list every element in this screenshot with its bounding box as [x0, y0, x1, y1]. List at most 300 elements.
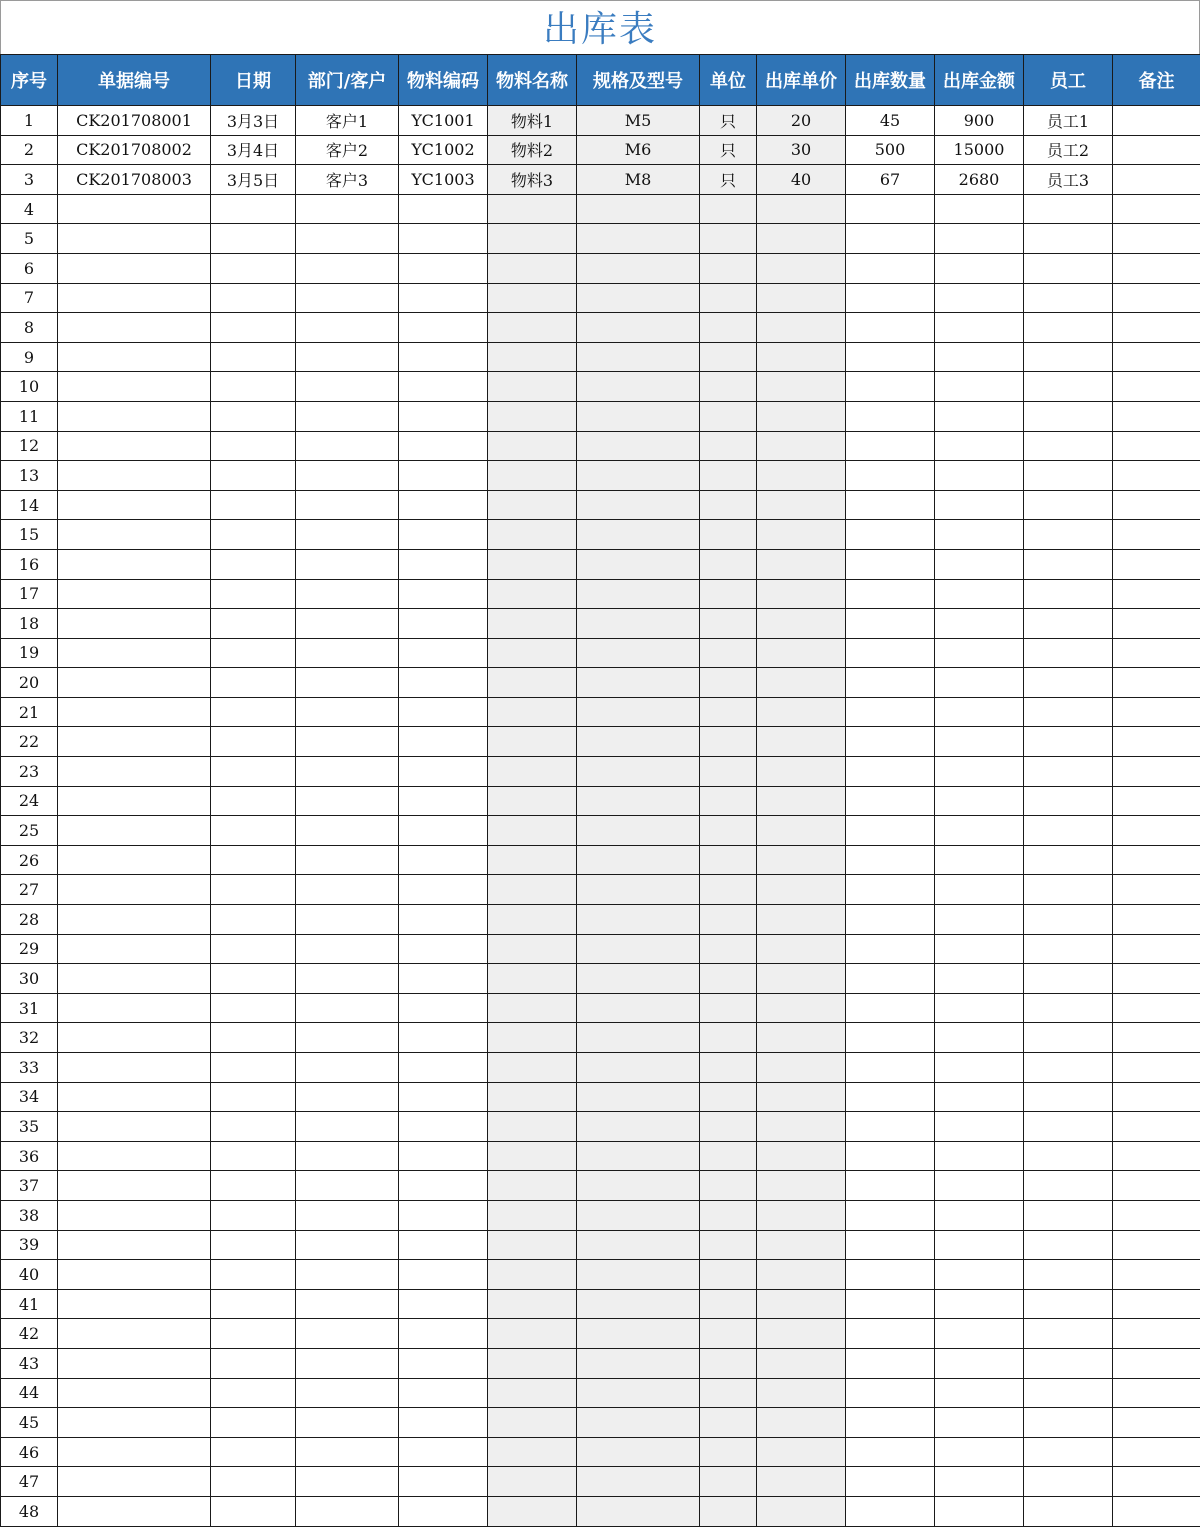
- cell-material-code[interactable]: [399, 283, 488, 313]
- cell-unit-price[interactable]: [757, 816, 846, 846]
- cell-spec-model[interactable]: [577, 757, 700, 787]
- cell-employee[interactable]: [1024, 1053, 1113, 1083]
- cell-quantity[interactable]: [846, 1437, 935, 1467]
- cell-doc-number[interactable]: [58, 1141, 211, 1171]
- cell-quantity[interactable]: [846, 934, 935, 964]
- cell-dept-customer[interactable]: [296, 461, 399, 491]
- cell-date[interactable]: [211, 668, 296, 698]
- cell-date[interactable]: [211, 1378, 296, 1408]
- cell-spec-model[interactable]: [577, 1496, 700, 1526]
- cell-amount[interactable]: [935, 1319, 1024, 1349]
- cell-doc-number[interactable]: [58, 342, 211, 372]
- cell-spec-model[interactable]: [577, 905, 700, 935]
- cell-material-name[interactable]: [488, 313, 577, 343]
- cell-unit[interactable]: [700, 549, 757, 579]
- cell-seq[interactable]: 23: [1, 757, 58, 787]
- cell-amount[interactable]: [935, 1023, 1024, 1053]
- cell-dept-customer[interactable]: [296, 253, 399, 283]
- cell-quantity[interactable]: [846, 1230, 935, 1260]
- cell-unit-price[interactable]: [757, 1408, 846, 1438]
- cell-employee[interactable]: [1024, 816, 1113, 846]
- cell-unit[interactable]: [700, 934, 757, 964]
- cell-unit[interactable]: [700, 1437, 757, 1467]
- cell-material-name[interactable]: [488, 224, 577, 254]
- cell-remark[interactable]: [1113, 875, 1200, 905]
- cell-date[interactable]: [211, 1467, 296, 1497]
- cell-material-name[interactable]: [488, 461, 577, 491]
- cell-spec-model[interactable]: [577, 816, 700, 846]
- cell-seq[interactable]: 35: [1, 1112, 58, 1142]
- column-header-material-name[interactable]: 物料名称: [488, 55, 577, 106]
- cell-doc-number[interactable]: [58, 431, 211, 461]
- cell-remark[interactable]: [1113, 401, 1200, 431]
- cell-doc-number[interactable]: [58, 845, 211, 875]
- cell-material-name[interactable]: 物料2: [488, 135, 577, 165]
- cell-unit[interactable]: [700, 727, 757, 757]
- cell-doc-number[interactable]: [58, 520, 211, 550]
- cell-material-name[interactable]: [488, 905, 577, 935]
- cell-doc-number[interactable]: [58, 638, 211, 668]
- cell-remark[interactable]: [1113, 283, 1200, 313]
- cell-dept-customer[interactable]: [296, 194, 399, 224]
- cell-unit-price[interactable]: [757, 934, 846, 964]
- cell-material-code[interactable]: [399, 1023, 488, 1053]
- cell-unit[interactable]: [700, 372, 757, 402]
- cell-remark[interactable]: [1113, 106, 1200, 136]
- cell-amount[interactable]: [935, 253, 1024, 283]
- cell-employee[interactable]: [1024, 609, 1113, 639]
- cell-date[interactable]: [211, 1171, 296, 1201]
- cell-material-name[interactable]: [488, 816, 577, 846]
- cell-material-name[interactable]: [488, 609, 577, 639]
- cell-unit-price[interactable]: [757, 431, 846, 461]
- cell-employee[interactable]: [1024, 1112, 1113, 1142]
- cell-employee[interactable]: [1024, 342, 1113, 372]
- cell-doc-number[interactable]: CK201708002: [58, 135, 211, 165]
- cell-spec-model[interactable]: [577, 549, 700, 579]
- cell-material-code[interactable]: [399, 1230, 488, 1260]
- cell-quantity[interactable]: [846, 905, 935, 935]
- cell-material-code[interactable]: [399, 313, 488, 343]
- cell-employee[interactable]: [1024, 1171, 1113, 1201]
- cell-material-code[interactable]: YC1001: [399, 106, 488, 136]
- cell-unit[interactable]: [700, 431, 757, 461]
- cell-quantity[interactable]: [846, 816, 935, 846]
- cell-doc-number[interactable]: [58, 1467, 211, 1497]
- cell-dept-customer[interactable]: 客户3: [296, 165, 399, 195]
- cell-spec-model[interactable]: [577, 342, 700, 372]
- cell-material-name[interactable]: [488, 431, 577, 461]
- column-header-dept-customer[interactable]: 部门/客户: [296, 55, 399, 106]
- column-header-quantity[interactable]: 出库数量: [846, 55, 935, 106]
- cell-material-name[interactable]: [488, 1023, 577, 1053]
- cell-amount[interactable]: [935, 549, 1024, 579]
- cell-employee[interactable]: [1024, 1141, 1113, 1171]
- cell-quantity[interactable]: [846, 1289, 935, 1319]
- cell-amount[interactable]: [935, 1171, 1024, 1201]
- cell-doc-number[interactable]: [58, 964, 211, 994]
- cell-date[interactable]: [211, 1437, 296, 1467]
- cell-remark[interactable]: [1113, 1053, 1200, 1083]
- cell-amount[interactable]: [935, 490, 1024, 520]
- cell-spec-model[interactable]: [577, 283, 700, 313]
- cell-spec-model[interactable]: [577, 1437, 700, 1467]
- cell-amount[interactable]: [935, 934, 1024, 964]
- cell-remark[interactable]: [1113, 786, 1200, 816]
- cell-unit[interactable]: [700, 1082, 757, 1112]
- cell-seq[interactable]: 29: [1, 934, 58, 964]
- cell-seq[interactable]: 31: [1, 993, 58, 1023]
- cell-unit[interactable]: [700, 490, 757, 520]
- cell-remark[interactable]: [1113, 313, 1200, 343]
- cell-unit[interactable]: [700, 1319, 757, 1349]
- cell-unit[interactable]: [700, 1023, 757, 1053]
- cell-dept-customer[interactable]: [296, 283, 399, 313]
- cell-dept-customer[interactable]: [296, 1260, 399, 1290]
- cell-dept-customer[interactable]: [296, 342, 399, 372]
- cell-seq[interactable]: 33: [1, 1053, 58, 1083]
- cell-doc-number[interactable]: [58, 1053, 211, 1083]
- cell-quantity[interactable]: [846, 1467, 935, 1497]
- cell-quantity[interactable]: [846, 490, 935, 520]
- cell-remark[interactable]: [1113, 964, 1200, 994]
- cell-remark[interactable]: [1113, 1141, 1200, 1171]
- cell-unit[interactable]: [700, 461, 757, 491]
- cell-dept-customer[interactable]: [296, 1171, 399, 1201]
- cell-dept-customer[interactable]: [296, 1023, 399, 1053]
- cell-material-name[interactable]: [488, 757, 577, 787]
- cell-employee[interactable]: [1024, 579, 1113, 609]
- cell-quantity[interactable]: [846, 757, 935, 787]
- cell-quantity[interactable]: [846, 1348, 935, 1378]
- cell-doc-number[interactable]: [58, 253, 211, 283]
- cell-quantity[interactable]: [846, 1319, 935, 1349]
- cell-unit[interactable]: [700, 1112, 757, 1142]
- cell-remark[interactable]: [1113, 1496, 1200, 1526]
- cell-amount[interactable]: [935, 964, 1024, 994]
- cell-unit[interactable]: [700, 757, 757, 787]
- cell-remark[interactable]: [1113, 934, 1200, 964]
- cell-material-code[interactable]: [399, 1112, 488, 1142]
- cell-employee[interactable]: [1024, 1260, 1113, 1290]
- cell-doc-number[interactable]: [58, 461, 211, 491]
- cell-unit-price[interactable]: [757, 253, 846, 283]
- cell-quantity[interactable]: [846, 638, 935, 668]
- cell-quantity[interactable]: [846, 1496, 935, 1526]
- cell-material-name[interactable]: [488, 668, 577, 698]
- cell-unit-price[interactable]: [757, 1053, 846, 1083]
- cell-unit-price[interactable]: [757, 845, 846, 875]
- cell-date[interactable]: [211, 1496, 296, 1526]
- cell-dept-customer[interactable]: [296, 697, 399, 727]
- cell-material-name[interactable]: [488, 1171, 577, 1201]
- cell-doc-number[interactable]: [58, 1408, 211, 1438]
- cell-remark[interactable]: [1113, 1112, 1200, 1142]
- cell-doc-number[interactable]: [58, 697, 211, 727]
- cell-date[interactable]: [211, 697, 296, 727]
- cell-doc-number[interactable]: [58, 1230, 211, 1260]
- cell-amount[interactable]: [935, 1496, 1024, 1526]
- cell-dept-customer[interactable]: [296, 520, 399, 550]
- cell-doc-number[interactable]: [58, 905, 211, 935]
- cell-amount[interactable]: [935, 579, 1024, 609]
- cell-employee[interactable]: [1024, 638, 1113, 668]
- cell-doc-number[interactable]: [58, 1171, 211, 1201]
- cell-material-name[interactable]: [488, 401, 577, 431]
- cell-remark[interactable]: [1113, 1230, 1200, 1260]
- cell-material-name[interactable]: [488, 1200, 577, 1230]
- cell-material-code[interactable]: [399, 549, 488, 579]
- cell-employee[interactable]: 员工3: [1024, 165, 1113, 195]
- cell-dept-customer[interactable]: [296, 431, 399, 461]
- cell-unit[interactable]: [700, 401, 757, 431]
- cell-quantity[interactable]: [846, 1082, 935, 1112]
- cell-spec-model[interactable]: M6: [577, 135, 700, 165]
- cell-amount[interactable]: [935, 342, 1024, 372]
- cell-material-code[interactable]: [399, 342, 488, 372]
- cell-spec-model[interactable]: [577, 875, 700, 905]
- cell-employee[interactable]: [1024, 431, 1113, 461]
- cell-unit-price[interactable]: [757, 520, 846, 550]
- cell-dept-customer[interactable]: [296, 905, 399, 935]
- cell-remark[interactable]: [1113, 993, 1200, 1023]
- cell-spec-model[interactable]: [577, 1319, 700, 1349]
- cell-employee[interactable]: [1024, 224, 1113, 254]
- cell-quantity[interactable]: [846, 1260, 935, 1290]
- cell-unit[interactable]: [700, 1467, 757, 1497]
- cell-remark[interactable]: [1113, 165, 1200, 195]
- cell-dept-customer[interactable]: [296, 668, 399, 698]
- cell-seq[interactable]: 2: [1, 135, 58, 165]
- cell-employee[interactable]: 员工2: [1024, 135, 1113, 165]
- cell-quantity[interactable]: 45: [846, 106, 935, 136]
- cell-unit[interactable]: [700, 342, 757, 372]
- cell-amount[interactable]: [935, 1348, 1024, 1378]
- cell-date[interactable]: [211, 727, 296, 757]
- cell-employee[interactable]: [1024, 372, 1113, 402]
- cell-remark[interactable]: [1113, 1200, 1200, 1230]
- cell-employee[interactable]: [1024, 253, 1113, 283]
- cell-quantity[interactable]: [846, 253, 935, 283]
- cell-doc-number[interactable]: [58, 993, 211, 1023]
- cell-material-code[interactable]: [399, 520, 488, 550]
- cell-material-code[interactable]: [399, 934, 488, 964]
- cell-spec-model[interactable]: [577, 401, 700, 431]
- cell-remark[interactable]: [1113, 609, 1200, 639]
- cell-dept-customer[interactable]: [296, 964, 399, 994]
- cell-amount[interactable]: [935, 1112, 1024, 1142]
- cell-amount[interactable]: [935, 461, 1024, 491]
- cell-unit-price[interactable]: [757, 1023, 846, 1053]
- cell-spec-model[interactable]: [577, 461, 700, 491]
- cell-material-name[interactable]: [488, 1230, 577, 1260]
- cell-remark[interactable]: [1113, 638, 1200, 668]
- cell-dept-customer[interactable]: [296, 875, 399, 905]
- cell-quantity[interactable]: [846, 579, 935, 609]
- cell-employee[interactable]: [1024, 1348, 1113, 1378]
- cell-unit-price[interactable]: [757, 786, 846, 816]
- cell-spec-model[interactable]: [577, 313, 700, 343]
- cell-material-code[interactable]: [399, 1141, 488, 1171]
- cell-quantity[interactable]: 500: [846, 135, 935, 165]
- cell-dept-customer[interactable]: [296, 1437, 399, 1467]
- cell-dept-customer[interactable]: [296, 1319, 399, 1349]
- cell-unit-price[interactable]: [757, 313, 846, 343]
- cell-remark[interactable]: [1113, 845, 1200, 875]
- cell-date[interactable]: [211, 579, 296, 609]
- cell-unit-price[interactable]: [757, 1230, 846, 1260]
- cell-amount[interactable]: [935, 1260, 1024, 1290]
- cell-seq[interactable]: 30: [1, 964, 58, 994]
- cell-date[interactable]: [211, 1023, 296, 1053]
- cell-quantity[interactable]: [846, 1112, 935, 1142]
- cell-dept-customer[interactable]: 客户1: [296, 106, 399, 136]
- cell-amount[interactable]: [935, 431, 1024, 461]
- cell-unit-price[interactable]: [757, 224, 846, 254]
- cell-spec-model[interactable]: [577, 490, 700, 520]
- cell-doc-number[interactable]: [58, 1112, 211, 1142]
- cell-doc-number[interactable]: CK201708003: [58, 165, 211, 195]
- cell-unit[interactable]: [700, 609, 757, 639]
- cell-doc-number[interactable]: [58, 401, 211, 431]
- cell-dept-customer[interactable]: [296, 845, 399, 875]
- cell-quantity[interactable]: [846, 993, 935, 1023]
- cell-unit[interactable]: [700, 1260, 757, 1290]
- cell-doc-number[interactable]: [58, 1023, 211, 1053]
- cell-material-code[interactable]: [399, 253, 488, 283]
- cell-material-name[interactable]: [488, 875, 577, 905]
- cell-unit-price[interactable]: [757, 1141, 846, 1171]
- cell-seq[interactable]: 38: [1, 1200, 58, 1230]
- cell-unit[interactable]: [700, 253, 757, 283]
- cell-date[interactable]: [211, 993, 296, 1023]
- cell-seq[interactable]: 12: [1, 431, 58, 461]
- cell-employee[interactable]: 员工1: [1024, 106, 1113, 136]
- cell-unit[interactable]: 只: [700, 135, 757, 165]
- cell-dept-customer[interactable]: [296, 609, 399, 639]
- cell-date[interactable]: [211, 845, 296, 875]
- cell-date[interactable]: 3月4日: [211, 135, 296, 165]
- cell-spec-model[interactable]: [577, 1112, 700, 1142]
- cell-unit[interactable]: [700, 194, 757, 224]
- cell-unit-price[interactable]: 30: [757, 135, 846, 165]
- cell-unit[interactable]: [700, 1408, 757, 1438]
- cell-seq[interactable]: 26: [1, 845, 58, 875]
- cell-unit[interactable]: [700, 1378, 757, 1408]
- cell-employee[interactable]: [1024, 1200, 1113, 1230]
- cell-employee[interactable]: [1024, 1319, 1113, 1349]
- cell-quantity[interactable]: [846, 1141, 935, 1171]
- cell-material-name[interactable]: [488, 1289, 577, 1319]
- cell-dept-customer[interactable]: [296, 786, 399, 816]
- cell-amount[interactable]: [935, 609, 1024, 639]
- cell-unit-price[interactable]: [757, 372, 846, 402]
- cell-unit[interactable]: [700, 1230, 757, 1260]
- cell-seq[interactable]: 32: [1, 1023, 58, 1053]
- cell-dept-customer[interactable]: [296, 1289, 399, 1319]
- cell-employee[interactable]: [1024, 520, 1113, 550]
- cell-quantity[interactable]: [846, 461, 935, 491]
- cell-material-code[interactable]: YC1002: [399, 135, 488, 165]
- cell-unit-price[interactable]: [757, 194, 846, 224]
- cell-seq[interactable]: 34: [1, 1082, 58, 1112]
- cell-material-code[interactable]: [399, 697, 488, 727]
- cell-employee[interactable]: [1024, 490, 1113, 520]
- cell-spec-model[interactable]: [577, 845, 700, 875]
- cell-seq[interactable]: 11: [1, 401, 58, 431]
- cell-dept-customer[interactable]: [296, 1378, 399, 1408]
- cell-seq[interactable]: 13: [1, 461, 58, 491]
- cell-dept-customer[interactable]: [296, 993, 399, 1023]
- cell-material-name[interactable]: [488, 638, 577, 668]
- cell-amount[interactable]: 2680: [935, 165, 1024, 195]
- cell-spec-model[interactable]: [577, 934, 700, 964]
- cell-amount[interactable]: [935, 727, 1024, 757]
- cell-seq[interactable]: 14: [1, 490, 58, 520]
- cell-unit[interactable]: [700, 786, 757, 816]
- cell-seq[interactable]: 18: [1, 609, 58, 639]
- cell-material-name[interactable]: [488, 253, 577, 283]
- cell-amount[interactable]: [935, 786, 1024, 816]
- cell-seq[interactable]: 21: [1, 697, 58, 727]
- cell-date[interactable]: [211, 964, 296, 994]
- cell-amount[interactable]: [935, 816, 1024, 846]
- cell-amount[interactable]: [935, 668, 1024, 698]
- cell-material-name[interactable]: [488, 1112, 577, 1142]
- cell-date[interactable]: [211, 490, 296, 520]
- cell-doc-number[interactable]: [58, 1200, 211, 1230]
- cell-material-name[interactable]: [488, 964, 577, 994]
- cell-unit-price[interactable]: [757, 1260, 846, 1290]
- cell-unit[interactable]: [700, 1200, 757, 1230]
- cell-remark[interactable]: [1113, 1408, 1200, 1438]
- cell-unit-price[interactable]: [757, 401, 846, 431]
- cell-amount[interactable]: [935, 697, 1024, 727]
- cell-material-code[interactable]: [399, 1260, 488, 1290]
- cell-material-name[interactable]: [488, 549, 577, 579]
- cell-quantity[interactable]: 67: [846, 165, 935, 195]
- cell-quantity[interactable]: [846, 1171, 935, 1201]
- cell-spec-model[interactable]: [577, 609, 700, 639]
- cell-unit-price[interactable]: [757, 993, 846, 1023]
- cell-employee[interactable]: [1024, 549, 1113, 579]
- cell-unit[interactable]: [700, 1348, 757, 1378]
- cell-quantity[interactable]: [846, 845, 935, 875]
- cell-unit-price[interactable]: [757, 490, 846, 520]
- cell-unit-price[interactable]: [757, 727, 846, 757]
- cell-material-code[interactable]: [399, 490, 488, 520]
- cell-quantity[interactable]: [846, 283, 935, 313]
- cell-quantity[interactable]: [846, 431, 935, 461]
- cell-doc-number[interactable]: [58, 1378, 211, 1408]
- cell-material-name[interactable]: [488, 1408, 577, 1438]
- cell-unit[interactable]: [700, 668, 757, 698]
- cell-amount[interactable]: [935, 372, 1024, 402]
- cell-material-code[interactable]: [399, 1378, 488, 1408]
- cell-unit[interactable]: [700, 1171, 757, 1201]
- cell-unit-price[interactable]: [757, 283, 846, 313]
- cell-remark[interactable]: [1113, 1260, 1200, 1290]
- cell-material-name[interactable]: [488, 993, 577, 1023]
- cell-quantity[interactable]: [846, 1408, 935, 1438]
- cell-doc-number[interactable]: [58, 1348, 211, 1378]
- cell-amount[interactable]: 15000: [935, 135, 1024, 165]
- cell-remark[interactable]: [1113, 461, 1200, 491]
- cell-spec-model[interactable]: [577, 697, 700, 727]
- cell-remark[interactable]: [1113, 1171, 1200, 1201]
- cell-employee[interactable]: [1024, 1467, 1113, 1497]
- cell-employee[interactable]: [1024, 313, 1113, 343]
